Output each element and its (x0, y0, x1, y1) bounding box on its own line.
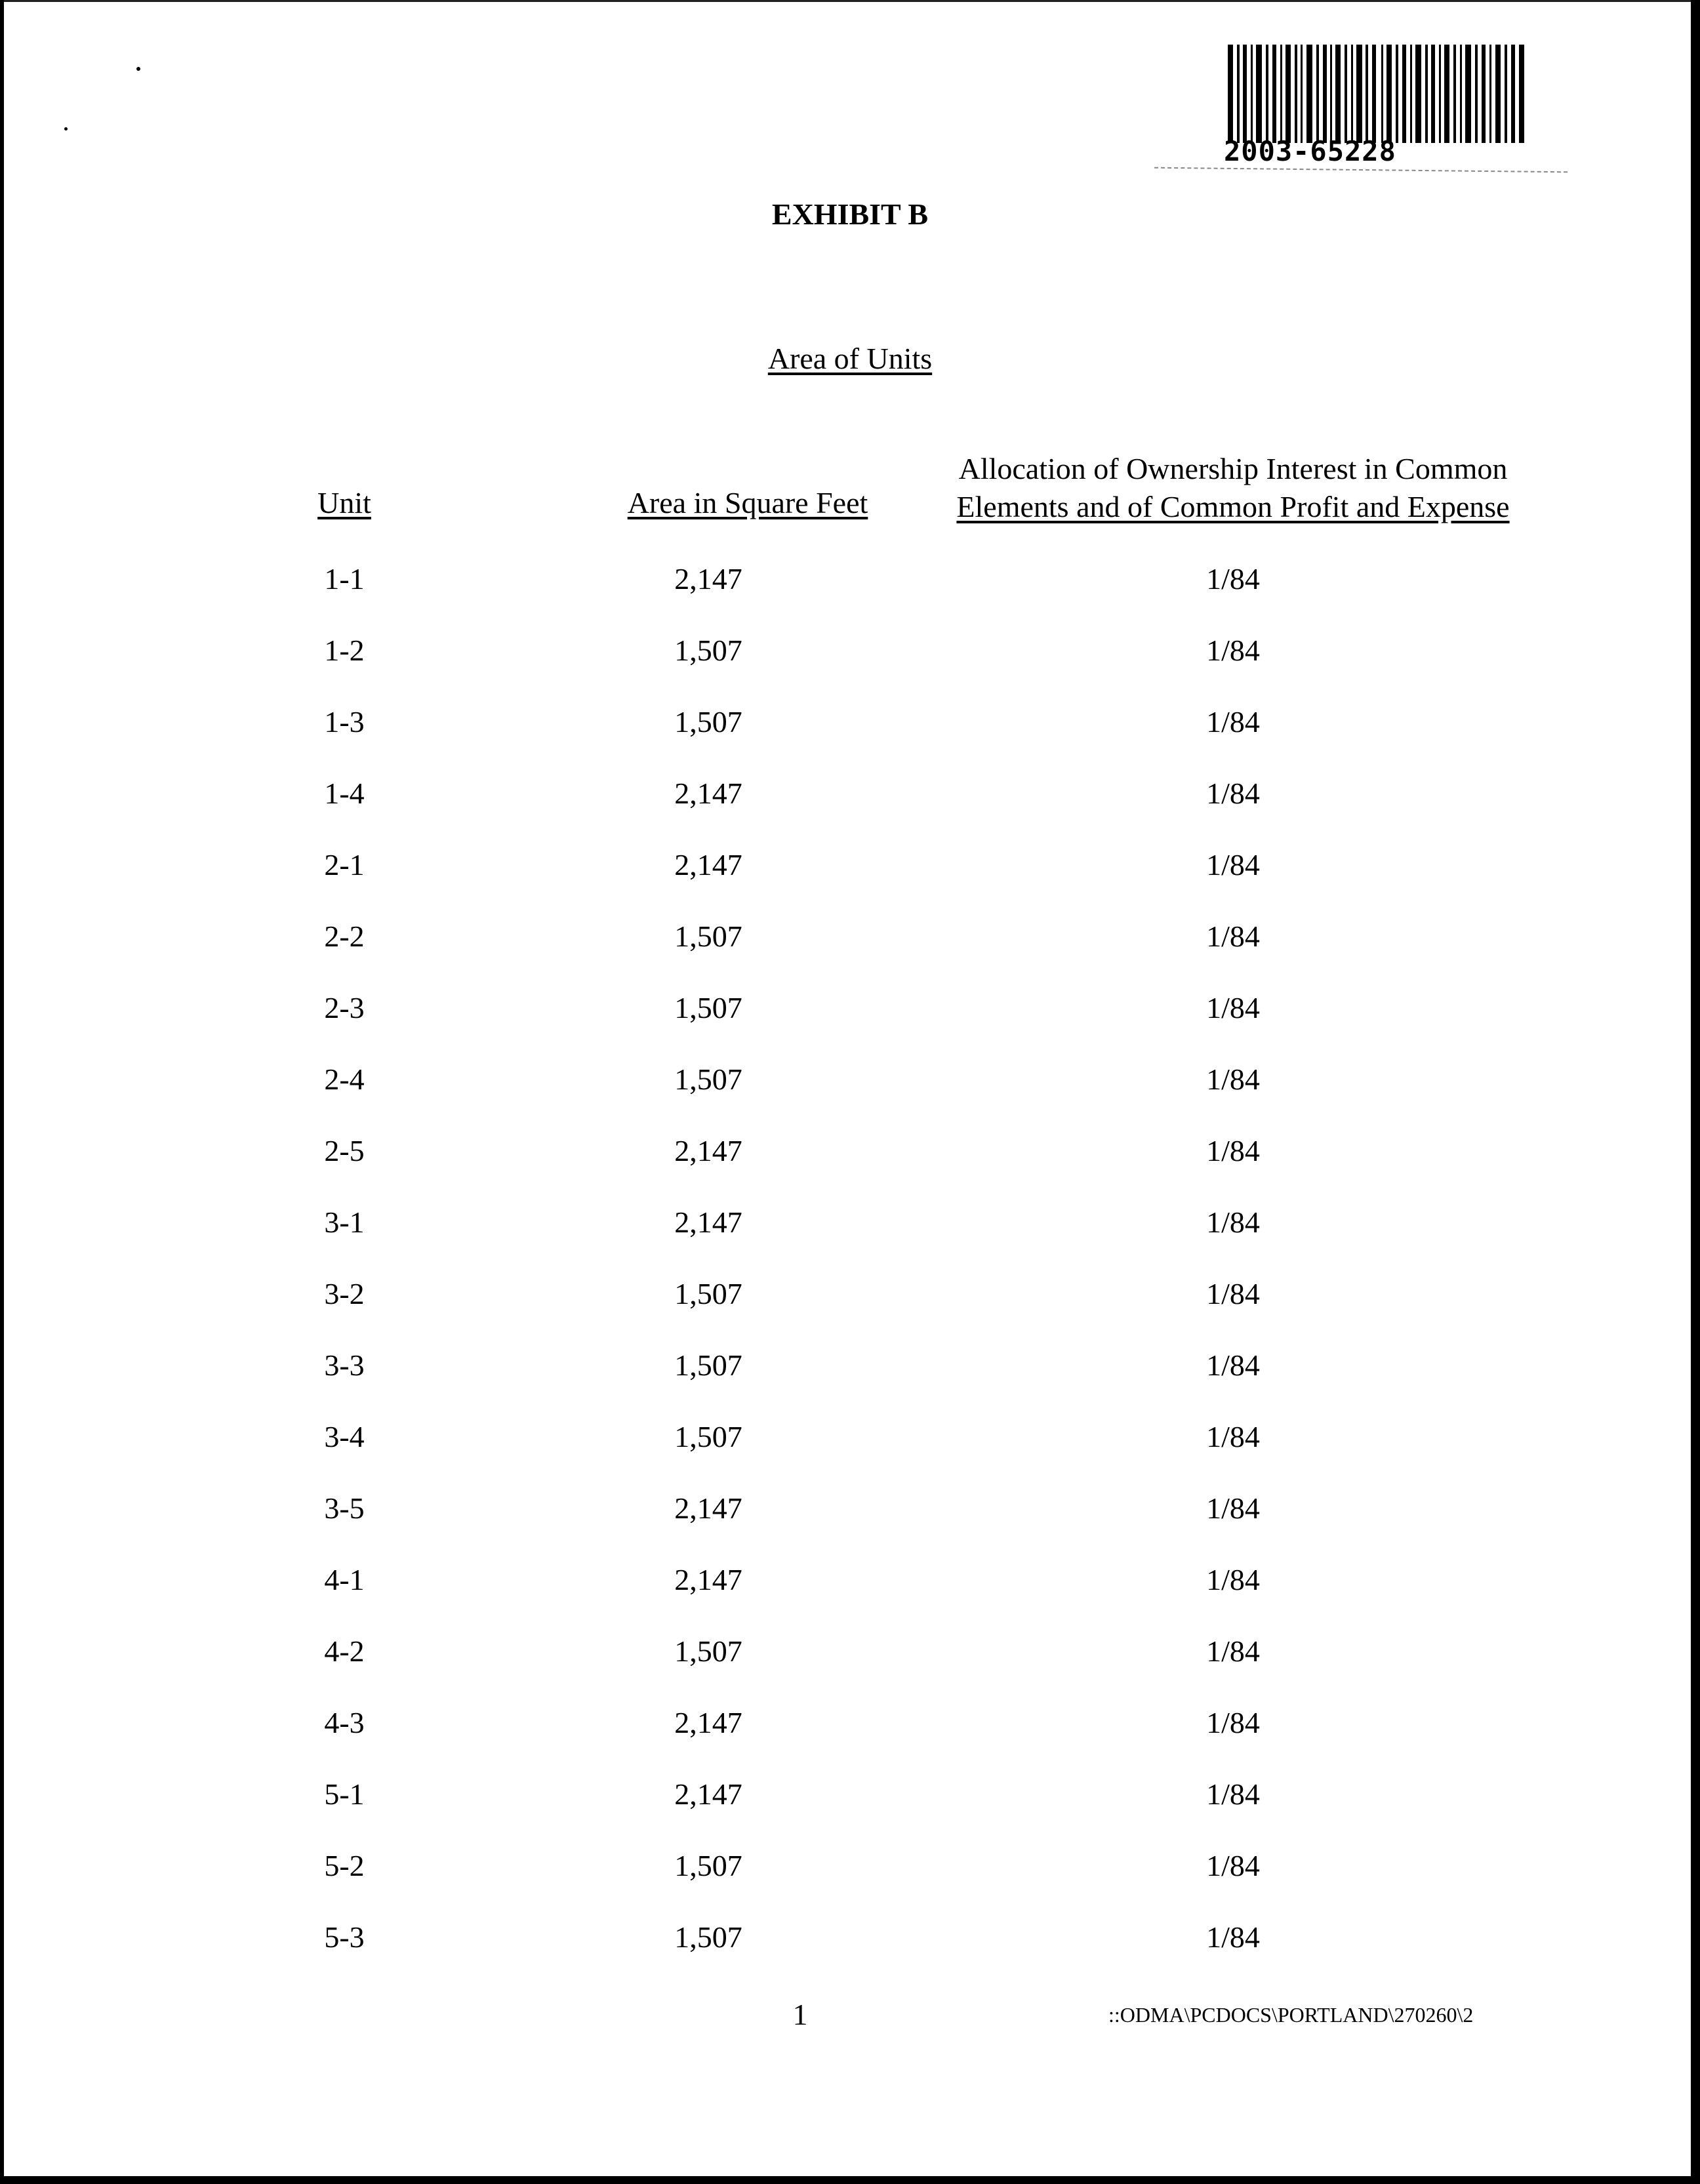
page-number: 1 (792, 1998, 808, 2031)
column-header-allocation-line1: Allocation of Ownership Interest in Common (958, 452, 1508, 485)
barcode-bars-icon (1226, 45, 1528, 143)
table-row (0, 1276, 1700, 1316)
cell-allocation: 1/84 (1206, 848, 1260, 881)
cell-area: 1,507 (674, 920, 742, 953)
cell-allocation: 1/84 (1206, 705, 1260, 738)
cell-unit: 1-4 (324, 777, 365, 810)
table-row (0, 1062, 1700, 1101)
cell-unit: 2-2 (324, 920, 365, 953)
cell-unit: 4-1 (324, 1563, 365, 1596)
cell-unit: 3-3 (324, 1348, 365, 1382)
cell-unit: 4-2 (324, 1634, 365, 1668)
cell-area: 1,507 (674, 1420, 742, 1453)
table-row (0, 704, 1700, 744)
cell-allocation: 1/84 (1206, 1205, 1260, 1239)
exhibit-title: EXHIBIT B (771, 197, 929, 231)
barcode (1220, 45, 1528, 169)
cell-area: 2,147 (674, 848, 742, 881)
table-row (0, 1133, 1700, 1173)
cell-unit: 2-4 (324, 1062, 365, 1096)
table-row (0, 847, 1700, 887)
cell-unit: 2-3 (324, 991, 365, 1024)
cell-area: 1,507 (674, 634, 742, 667)
cell-area: 2,147 (674, 1491, 742, 1525)
cell-allocation: 1/84 (1206, 1348, 1260, 1382)
cell-area: 2,147 (674, 1134, 742, 1167)
table-row (0, 1634, 1700, 1673)
cell-allocation: 1/84 (1206, 1062, 1260, 1096)
table-row (0, 633, 1700, 672)
cell-unit: 3-1 (324, 1205, 365, 1239)
column-header-allocation (918, 450, 1548, 526)
cell-allocation: 1/84 (1206, 1277, 1260, 1310)
table-row (0, 919, 1700, 958)
cell-unit: 1-3 (324, 705, 365, 738)
cell-allocation: 1/84 (1206, 1134, 1260, 1167)
table-row (0, 1419, 1700, 1459)
cell-area: 1,507 (674, 1348, 742, 1382)
cell-allocation: 1/84 (1206, 1706, 1260, 1739)
table-row (0, 1348, 1700, 1387)
scan-speck (64, 127, 68, 131)
table-title: Area of Units (767, 342, 933, 375)
table-row (0, 1562, 1700, 1602)
cell-unit: 5-3 (324, 1920, 365, 1954)
cell-allocation: 1/84 (1206, 1634, 1260, 1668)
cell-allocation: 1/84 (1206, 920, 1260, 953)
cell-area: 2,147 (674, 1777, 742, 1811)
cell-unit: 5-2 (324, 1849, 365, 1882)
cell-area: 2,147 (674, 1706, 742, 1739)
cell-allocation: 1/84 (1206, 634, 1260, 667)
cell-area: 1,507 (674, 1277, 742, 1310)
table-row (0, 1205, 1700, 1244)
cell-allocation: 1/84 (1206, 1849, 1260, 1882)
scan-speck (136, 67, 140, 71)
barcode-number: 2003-65228 (1224, 135, 1396, 167)
cell-allocation: 1/84 (1206, 1491, 1260, 1525)
table-row (0, 1705, 1700, 1745)
column-header-unit: Unit (317, 486, 371, 519)
table-row (0, 1491, 1700, 1530)
cell-unit: 4-3 (324, 1706, 365, 1739)
cell-allocation: 1/84 (1206, 562, 1260, 596)
cell-unit: 1-2 (324, 634, 365, 667)
cell-unit: 3-5 (324, 1491, 365, 1525)
cell-unit: 1-1 (324, 562, 365, 596)
table-row (0, 1848, 1700, 1888)
cell-allocation: 1/84 (1206, 1777, 1260, 1811)
cell-unit: 2-5 (324, 1134, 365, 1167)
cell-area: 2,147 (674, 777, 742, 810)
cell-area: 2,147 (674, 1205, 742, 1239)
table-row (0, 776, 1700, 815)
column-header-area: Area in Square Feet (627, 486, 868, 519)
cell-allocation: 1/84 (1206, 1563, 1260, 1596)
cell-unit: 3-2 (324, 1277, 365, 1310)
cell-area: 1,507 (674, 705, 742, 738)
cell-area: 1,507 (674, 1920, 742, 1954)
cell-area: 1,507 (674, 1062, 742, 1096)
cell-area: 2,147 (674, 562, 742, 596)
scan-edge-top (0, 0, 1700, 2)
column-header-allocation-line2: Elements and of Common Profit and Expense (956, 490, 1510, 523)
document-path: ::ODMA\PCDOCS\PORTLAND\270260\2 (1108, 2003, 1474, 2027)
cell-area: 1,507 (674, 1849, 742, 1882)
table-row (0, 1920, 1700, 1959)
table-row (0, 561, 1700, 601)
table-row (0, 990, 1700, 1030)
cell-area: 1,507 (674, 991, 742, 1024)
cell-unit: 5-1 (324, 1777, 365, 1811)
cell-allocation: 1/84 (1206, 777, 1260, 810)
cell-unit: 3-4 (324, 1420, 365, 1453)
cell-allocation: 1/84 (1206, 1420, 1260, 1453)
cell-allocation: 1/84 (1206, 991, 1260, 1024)
cell-unit: 2-1 (324, 848, 365, 881)
table-row (0, 1777, 1700, 1816)
scan-edge-bottom (0, 2176, 1700, 2184)
cell-area: 1,507 (674, 1634, 742, 1668)
cell-allocation: 1/84 (1206, 1920, 1260, 1954)
cell-area: 2,147 (674, 1563, 742, 1596)
